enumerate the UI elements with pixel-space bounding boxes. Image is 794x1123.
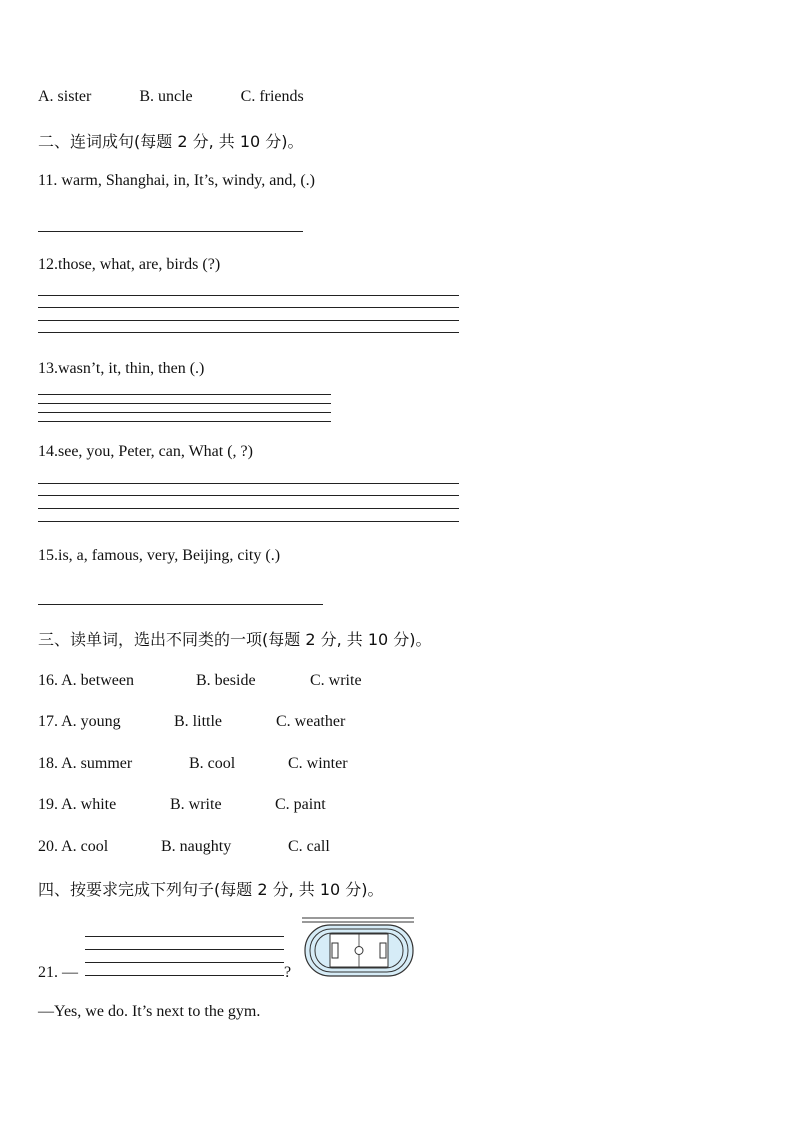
option-b: B. uncle [139,88,193,105]
option-a: A. summer [61,755,133,772]
q14-writing-line-4[interactable] [38,521,459,522]
q14-writing-line-1[interactable] [38,483,459,484]
section2-heading: 二、连词成句(每题 2 分, 共 10 分)。 [38,132,304,151]
q19 [38,796,116,814]
q15-answer-line[interactable] [38,604,323,605]
q10-options [38,88,304,106]
q21-answer: —Yes, we do. It’s next to the gym. [38,1003,261,1020]
option-a: A. sister [38,88,92,105]
q14-prompt: 14.see, you, Peter, can, What (, ?) [38,443,253,460]
q17 [38,713,121,731]
q18-option-b: B. cool [189,755,236,772]
q17-option-b: B. little [174,713,222,730]
q20-option-c: C. call [288,838,330,855]
q13-prompt: 13.wasn’t, it, thin, then (.) [38,360,205,377]
q11-answer-line[interactable] [38,231,303,232]
q19-option-c: C. paint [275,796,326,813]
option-a: A. cool [61,838,109,855]
option-a: A. white [61,796,117,813]
q13-writing-line-1[interactable] [38,394,331,395]
q16-option-b: B. beside [196,672,256,689]
q13-writing-line-2[interactable] [38,403,331,404]
q21-writing-line-1[interactable] [85,936,284,937]
q12-writing-line-2[interactable] [38,307,459,308]
q21-writing-line-3[interactable] [85,962,284,963]
q13-writing-line-4[interactable] [38,421,331,422]
section3-heading: 三、读单词，选出不同类的一项(每题 2 分, 共 10 分)。 [38,630,432,649]
q19-option-b: B. write [170,796,222,813]
q12-writing-line-1[interactable] [38,295,459,296]
q13-writing-line-3[interactable] [38,412,331,413]
q20 [38,838,108,856]
q21-writing-line-2[interactable] [85,949,284,950]
q21-writing-line-4[interactable] [85,975,284,976]
q12-writing-line-3[interactable] [38,320,459,321]
option-a: A. young [61,713,121,730]
question-number: 20. [38,838,58,855]
question-number: 16. [38,672,58,689]
playground-track-icon [302,916,416,978]
q20-option-b: B. naughty [161,838,232,855]
option-c: C. friends [240,88,304,105]
q16-option-c: C. write [310,672,362,689]
q21-number: 21. — [38,964,78,981]
section4-heading: 四、按要求完成下列句子(每题 2 分, 共 10 分)。 [38,880,384,899]
q16 [38,672,134,690]
q11-prompt: 11. warm, Shanghai, in, It’s, windy, and, (.) [38,172,315,189]
q12-prompt: 12.those, what, are, birds (?) [38,256,221,273]
q17-option-c: C. weather [276,713,346,730]
q15-prompt: 15.is, a, famous, very, Beijing, city (.) [38,547,281,564]
q21-question-mark: ? [284,964,292,981]
question-number: 17. [38,713,58,730]
q14-writing-line-3[interactable] [38,508,459,509]
q14-writing-line-2[interactable] [38,495,459,496]
q18-option-c: C. winter [288,755,348,772]
option-a: A. between [61,672,134,689]
question-number: 19. [38,796,58,813]
q12-writing-line-4[interactable] [38,332,459,333]
question-number: 18. [38,755,58,772]
q18 [38,755,132,773]
